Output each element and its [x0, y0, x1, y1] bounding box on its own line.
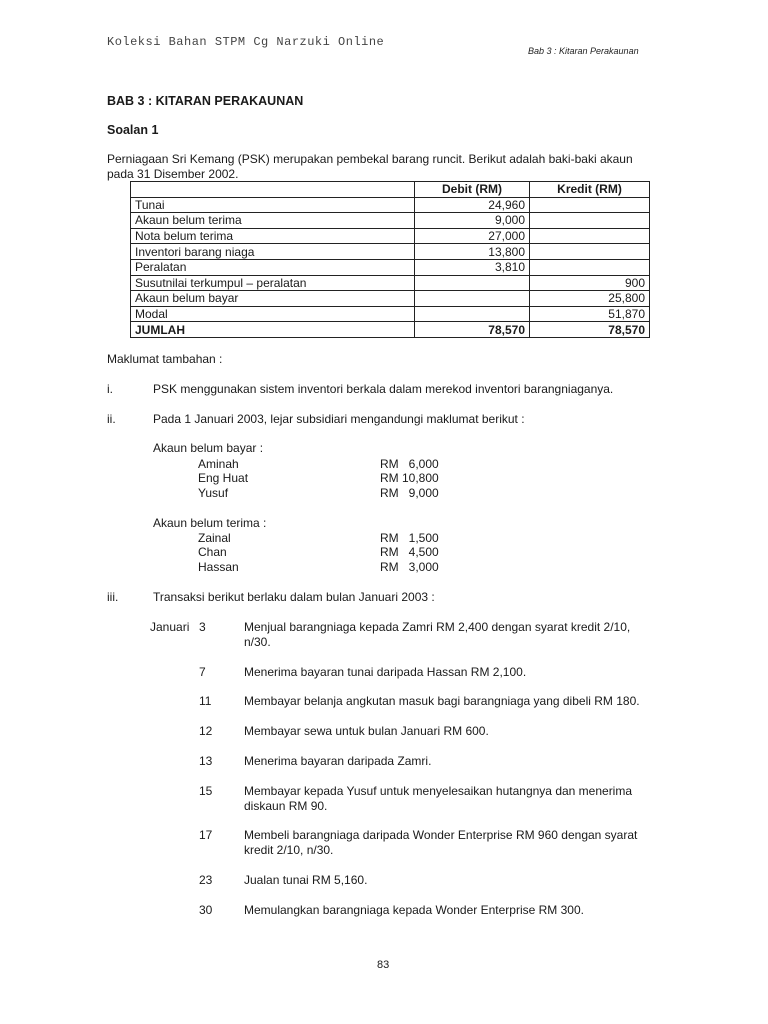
item-i-number: i.: [107, 382, 113, 396]
item-ii-number: ii.: [107, 412, 116, 426]
receivable-name: Chan: [198, 545, 227, 559]
table-row: [131, 291, 650, 307]
transaction-day: 30: [199, 903, 213, 917]
row-credit: 900: [530, 275, 650, 291]
month-label: Januari: [150, 620, 190, 634]
table-total-row: [131, 322, 650, 338]
receivable-amount: RM 1,500: [380, 531, 439, 545]
payable-amount: RM 10,800: [380, 471, 439, 485]
transaction-day: 12: [199, 724, 213, 738]
row-credit: [530, 197, 650, 213]
row-desc: Inventori barang niaga: [131, 244, 415, 260]
intro-line-1: Perniagaan Sri Kemang (PSK) merupakan pembekal barang runcit. Berikut adalah baki-baki akaun: [107, 152, 633, 166]
row-credit: 25,800: [530, 291, 650, 307]
payables-title: Akaun belum bayar :: [153, 441, 264, 455]
trial-balance-table: [130, 181, 650, 338]
receivable-amount: RM 4,500: [380, 545, 439, 559]
transaction-text: Menerima bayaran daripada Zamri.: [244, 754, 432, 768]
intro-line-2: pada 31 Disember 2002.: [107, 167, 239, 181]
transaction-text: Membayar belanja angkutan masuk bagi barangniaga yang dibeli RM 180.: [244, 694, 640, 708]
transaction-day: 15: [199, 784, 213, 798]
transaction-day: 23: [199, 873, 213, 887]
table-row: [131, 306, 650, 322]
item-iii-number: iii.: [107, 590, 119, 604]
row-desc: Modal: [131, 306, 415, 322]
total-desc: JUMLAH: [131, 322, 415, 338]
transaction-text: Membayar kepada Yusuf untuk menyelesaikan hutangnya dan menerima: [244, 784, 633, 798]
row-debit: [415, 306, 530, 322]
total-credit: 78,570: [530, 322, 650, 338]
transaction-day: 11: [199, 694, 212, 708]
row-credit: [530, 228, 650, 244]
table-header-credit: Kredit (RM): [530, 182, 650, 198]
payable-amount: RM 6,000: [380, 457, 439, 471]
table-header-desc: [131, 182, 415, 198]
row-debit: [415, 291, 530, 307]
question-title: Soalan 1: [107, 123, 159, 137]
chapter-title: BAB 3 : KITARAN PERAKAUNAN: [107, 94, 304, 108]
payable-name: Yusuf: [198, 486, 229, 500]
row-desc: Akaun belum bayar: [131, 291, 415, 307]
item-i-text: PSK menggunakan sistem inventori berkala dalam merekod inventori barangniaganya.: [153, 382, 614, 396]
table-header-row: [131, 182, 650, 198]
item-iii-text: Transaksi berikut berlaku dalam bulan Januari 2003 :: [153, 590, 435, 604]
receivable-amount: RM 3,000: [380, 560, 439, 574]
table-row: [131, 213, 650, 229]
row-credit: [530, 259, 650, 275]
total-debit: 78,570: [415, 322, 530, 338]
row-credit: 51,870: [530, 306, 650, 322]
extra-info-title: Maklumat tambahan :: [107, 352, 223, 366]
transaction-day: 13: [199, 754, 213, 768]
row-credit: [530, 244, 650, 260]
transaction-text-cont: kredit 2/10, n/30.: [244, 843, 334, 857]
header-left-text: Koleksi Bahan STPM Cg Narzuki Online: [107, 35, 385, 49]
transaction-day: 17: [199, 828, 213, 842]
transaction-text-cont: diskaun RM 90.: [244, 799, 328, 813]
row-desc: Tunai: [131, 197, 415, 213]
row-debit: 9,000: [415, 213, 530, 229]
item-ii-text: Pada 1 Januari 2003, lejar subsidiari mengandungi maklumat berikut :: [153, 412, 525, 426]
row-desc: Susutnilai terkumpul – peralatan: [131, 275, 415, 291]
row-desc: Akaun belum terima: [131, 213, 415, 229]
transaction-text: Memulangkan barangniaga kepada Wonder Enterprise RM 300.: [244, 903, 584, 917]
table-header-debit: Debit (RM): [415, 182, 530, 198]
row-credit: [530, 213, 650, 229]
payable-name: Eng Huat: [198, 471, 249, 485]
page-number: 83: [377, 959, 390, 971]
payable-name: Aminah: [198, 457, 239, 471]
transaction-text: Menjual barangniaga kepada Zamri RM 2,400 dengan syarat kredit 2/10,: [244, 620, 631, 634]
table-row: [131, 228, 650, 244]
table-row: [131, 259, 650, 275]
row-debit: 3,810: [415, 259, 530, 275]
receivables-title: Akaun belum terima :: [153, 516, 267, 530]
table-row: [131, 197, 650, 213]
row-debit: 24,960: [415, 197, 530, 213]
payable-amount: RM 9,000: [380, 486, 439, 500]
transaction-day: 7: [199, 665, 206, 679]
transaction-text: Membayar sewa untuk bulan Januari RM 600.: [244, 724, 489, 738]
row-debit: [415, 275, 530, 291]
transaction-text: Membeli barangniaga daripada Wonder Enterprise RM 960 dengan syarat: [244, 828, 638, 842]
row-desc: Nota belum terima: [131, 228, 415, 244]
row-debit: 13,800: [415, 244, 530, 260]
transaction-day: 3: [199, 620, 206, 634]
row-desc: Peralatan: [131, 259, 415, 275]
row-debit: 27,000: [415, 228, 530, 244]
transaction-text: Jualan tunai RM 5,160.: [244, 873, 368, 887]
receivable-name: Hassan: [198, 560, 239, 574]
header-right-text: Bab 3 : Kitaran Perakaunan: [528, 46, 639, 56]
table-row: [131, 244, 650, 260]
transaction-text-cont: n/30.: [244, 635, 271, 649]
receivable-name: Zainal: [198, 531, 231, 545]
transaction-text: Menerima bayaran tunai daripada Hassan RM 2,100.: [244, 665, 527, 679]
table-row: [131, 275, 650, 291]
